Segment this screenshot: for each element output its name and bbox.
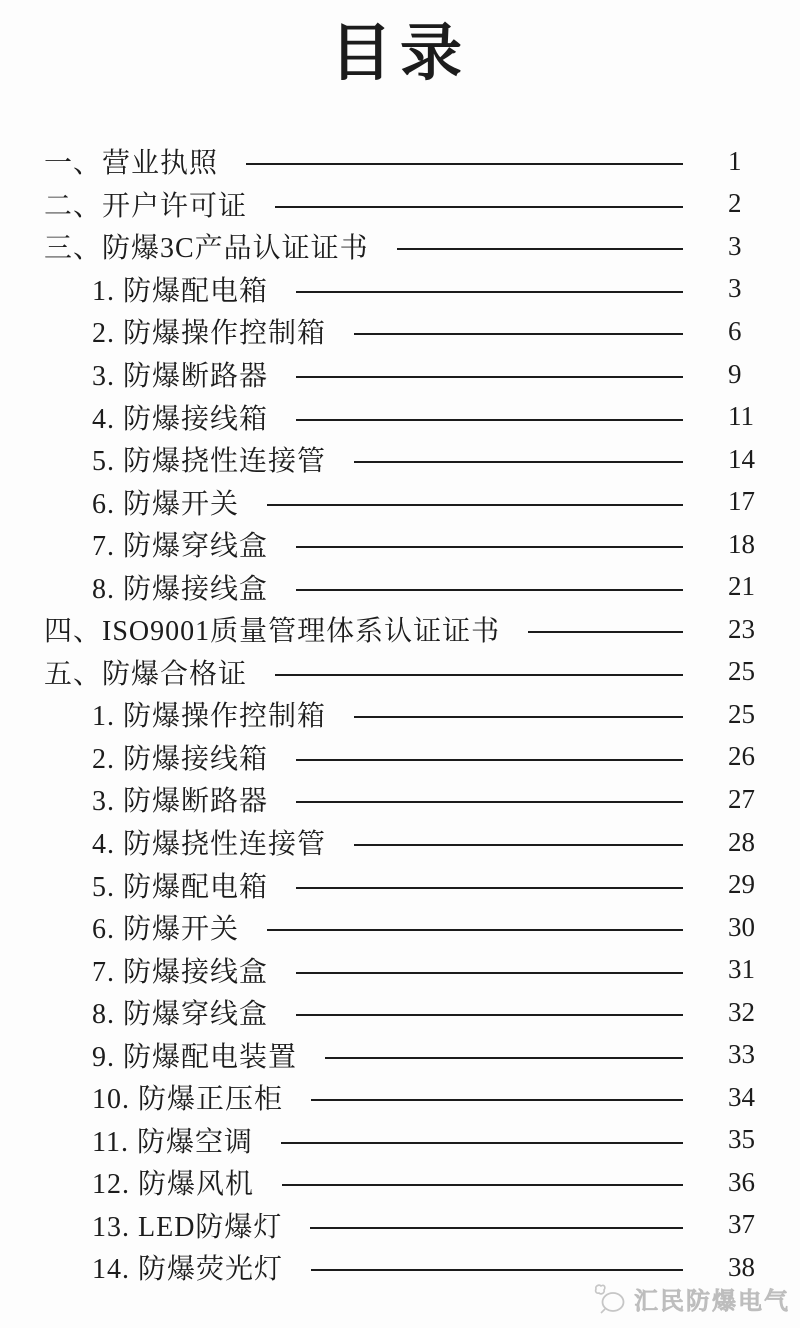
toc-list bbox=[44, 140, 778, 1289]
toc-page-number: 35 bbox=[728, 1124, 755, 1155]
toc-entry-label: 7. 防爆接线盒 bbox=[92, 956, 269, 988]
toc-leader-line bbox=[354, 333, 683, 335]
toc-entry bbox=[44, 310, 778, 353]
toc-entry bbox=[44, 991, 778, 1034]
watermark-text: 汇民防爆电气 bbox=[634, 1289, 790, 1315]
toc-entry-label: 6. 防爆开关 bbox=[92, 488, 240, 520]
toc-entry bbox=[44, 183, 778, 226]
toc-page-number: 32 bbox=[728, 996, 755, 1027]
toc-page-number: 30 bbox=[728, 911, 755, 942]
toc-entry bbox=[44, 736, 778, 779]
toc-leader-line bbox=[296, 376, 683, 378]
toc-entry-label: 1. 防爆配电箱 bbox=[92, 275, 269, 307]
toc-entry-label: 8. 防爆穿线盒 bbox=[92, 999, 269, 1031]
toc-entry-label: 13. LED防爆灯 bbox=[92, 1211, 283, 1243]
toc-entry-label: 2. 防爆接线箱 bbox=[92, 743, 269, 775]
toc-entry-label: 三、防爆3C产品认证证书 bbox=[44, 233, 369, 265]
toc-leader-line bbox=[281, 1142, 683, 1144]
toc-entry bbox=[44, 225, 778, 268]
toc-entry bbox=[44, 693, 778, 736]
toc-leader-line bbox=[528, 631, 683, 633]
toc-page-number: 1 bbox=[728, 145, 742, 176]
toc-entry-label: 1. 防爆操作控制箱 bbox=[92, 701, 327, 733]
toc-page-number: 23 bbox=[728, 613, 755, 644]
toc-page-number: 28 bbox=[728, 826, 755, 857]
toc-entry bbox=[44, 651, 778, 694]
toc-entry bbox=[44, 1076, 778, 1119]
toc-leader-line bbox=[325, 1057, 683, 1059]
toc-entry bbox=[44, 906, 778, 949]
toc-entry-label: 5. 防爆配电箱 bbox=[92, 871, 269, 903]
toc-leader-line bbox=[282, 1184, 683, 1186]
toc-entry bbox=[44, 268, 778, 311]
toc-page-number: 3 bbox=[728, 273, 742, 304]
toc-page-number: 6 bbox=[728, 315, 742, 346]
toc-page-number: 25 bbox=[728, 656, 755, 687]
toc-leader-line bbox=[354, 844, 683, 846]
toc-entry-label: 12. 防爆风机 bbox=[92, 1169, 255, 1201]
toc-entry bbox=[44, 523, 778, 566]
toc-entry-label: 4. 防爆接线箱 bbox=[92, 403, 269, 435]
toc-entry-label: 3. 防爆断路器 bbox=[92, 786, 269, 818]
toc-page-number: 38 bbox=[728, 1251, 755, 1282]
toc-page-number: 14 bbox=[728, 443, 755, 474]
toc-leader-line bbox=[275, 674, 683, 676]
toc-entry-label: 四、ISO9001质量管理体系认证证书 bbox=[44, 616, 501, 648]
toc-leader-line bbox=[296, 759, 683, 761]
toc-leader-line bbox=[296, 1014, 683, 1016]
toc-entry bbox=[44, 395, 778, 438]
toc-entry-label: 8. 防爆接线盒 bbox=[92, 573, 269, 605]
toc-page-number: 34 bbox=[728, 1081, 755, 1112]
toc-leader-line bbox=[296, 546, 683, 548]
toc-page-number: 31 bbox=[728, 954, 755, 985]
toc-entry-label: 2. 防爆操作控制箱 bbox=[92, 318, 327, 350]
toc-entry-label: 7. 防爆穿线盒 bbox=[92, 531, 269, 563]
toc-entry-label: 二、开户许可证 bbox=[44, 190, 248, 222]
toc-entry-label: 9. 防爆配电装置 bbox=[92, 1041, 298, 1073]
toc-entry bbox=[44, 1204, 778, 1247]
toc-leader-line bbox=[296, 972, 683, 974]
toc-leader-line bbox=[296, 589, 683, 591]
toc-leader-line bbox=[275, 206, 683, 208]
toc-entry-label: 10. 防爆正压柜 bbox=[92, 1084, 284, 1116]
toc-leader-line bbox=[296, 801, 683, 803]
toc-leader-line bbox=[310, 1227, 683, 1229]
toc-leader-line bbox=[246, 163, 683, 165]
toc-entry-label: 一、营业执照 bbox=[44, 148, 219, 180]
page-title: 目录 bbox=[329, 20, 470, 88]
toc-page-number: 27 bbox=[728, 783, 755, 814]
toc-leader-line bbox=[296, 887, 683, 889]
toc-entry-label: 3. 防爆断路器 bbox=[92, 361, 269, 392]
toc-leader-line bbox=[267, 504, 683, 506]
toc-page-number: 18 bbox=[728, 528, 755, 559]
toc-entry bbox=[44, 353, 778, 396]
toc-leader-line bbox=[311, 1099, 683, 1101]
toc-entry bbox=[44, 948, 778, 991]
toc-entry-label: 5. 防爆挠性连接管 bbox=[92, 446, 327, 478]
toc-entry-label: 14. 防爆荧光灯 bbox=[92, 1254, 284, 1286]
toc-leader-line bbox=[354, 461, 683, 463]
toc-page-number: 26 bbox=[728, 741, 755, 772]
toc-leader-line bbox=[354, 716, 683, 718]
toc-page-number: 3 bbox=[728, 230, 742, 261]
toc-entry-label: 4. 防爆挠性连接管 bbox=[92, 829, 327, 861]
toc-entry-label: 11. 防爆空调 bbox=[92, 1126, 253, 1158]
toc-entry bbox=[44, 821, 778, 864]
toc-page-number: 2 bbox=[728, 188, 742, 219]
toc-page-number: 29 bbox=[728, 869, 755, 900]
toc-entry bbox=[44, 1033, 778, 1076]
toc-page-number: 37 bbox=[728, 1209, 755, 1240]
toc-entry bbox=[44, 1161, 778, 1204]
toc-leader-line bbox=[397, 248, 683, 250]
toc-leader-line bbox=[296, 419, 683, 421]
toc-entry bbox=[44, 1119, 778, 1162]
toc-page-number: 9 bbox=[728, 358, 742, 389]
toc-leader-line bbox=[311, 1269, 683, 1271]
toc-leader-line bbox=[296, 291, 683, 293]
toc-entry-label: 五、防爆合格证 bbox=[44, 658, 248, 690]
toc-entry bbox=[44, 608, 778, 651]
toc-page-number: 25 bbox=[728, 698, 755, 729]
toc-entry bbox=[44, 778, 778, 821]
toc-leader-line bbox=[267, 929, 683, 931]
toc-page-number: 11 bbox=[728, 401, 754, 432]
toc-entry-label: 6. 防爆开关 bbox=[92, 914, 240, 946]
toc-page-number: 17 bbox=[728, 486, 755, 517]
toc-page-number: 33 bbox=[728, 1039, 755, 1070]
toc-entry bbox=[44, 480, 778, 523]
toc-entry bbox=[44, 863, 778, 906]
toc-entry bbox=[44, 438, 778, 481]
watermark bbox=[592, 1281, 790, 1316]
lightbulb-logo-icon bbox=[592, 1283, 628, 1315]
toc-page-number: 36 bbox=[728, 1166, 755, 1197]
toc-entry bbox=[44, 140, 778, 183]
toc-page-number: 21 bbox=[728, 571, 755, 602]
toc-entry bbox=[44, 565, 778, 608]
